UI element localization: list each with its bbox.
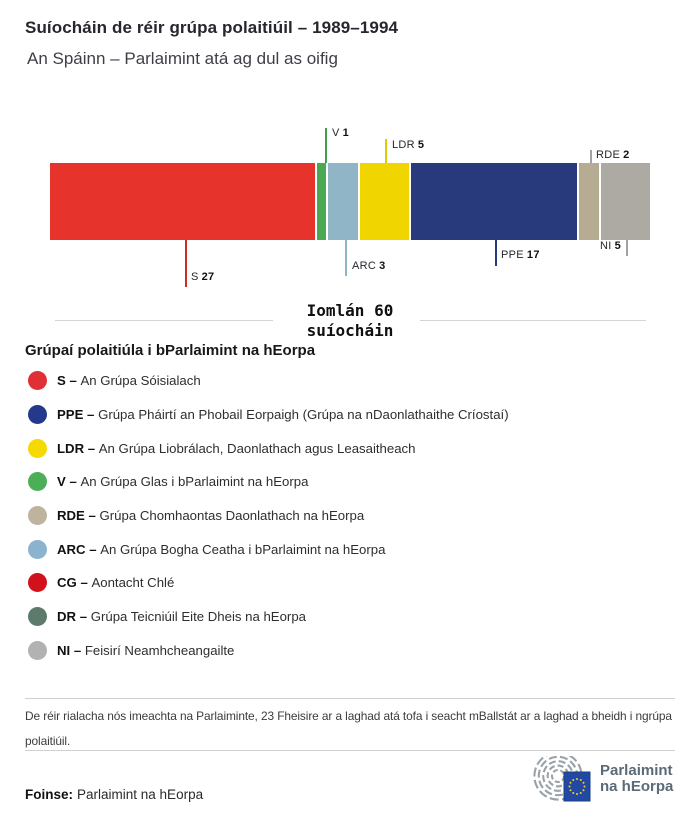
- legend-heading: Grúpaí polaitiúla i bParlaimint na hEorpa: [25, 342, 316, 359]
- legend-color-dot: [28, 371, 47, 390]
- legend-item-label: LDR – An Grúpa Liobrálach, Daonlathach agus Leasaitheach: [57, 440, 416, 456]
- legend-item-label: ARC – An Grúpa Bogha Ceatha i bParlaimint na hEorpa: [57, 541, 386, 557]
- legend-color-dot: [28, 573, 47, 592]
- legend-color-dot: [28, 472, 47, 491]
- legend-item-arc: [28, 532, 678, 566]
- footnote-text: De réir rialacha nós imeachta na Parlaiminte, 23 Fheisire ar a laghad atá tofa i seacht mBallstát ar a laghad a bheidh i ngrúpa polaitiúil.: [25, 709, 672, 748]
- callout-label-ppe: PPE 17: [501, 249, 540, 261]
- legend-item-v: [28, 465, 678, 499]
- legend-item-label: PPE – Grúpa Pháirtí an Phobail Eorpaigh (Grúpa na nDaonlathaithe Críostaí): [57, 407, 509, 423]
- legend-item-ppe: [28, 398, 678, 432]
- callout-label-rde: RDE 2: [596, 149, 630, 161]
- source-label: Foinse:: [25, 787, 74, 802]
- legend-item-dr: [28, 600, 678, 634]
- legend-item-label: V – An Grúpa Glas i bParlaimint na hEorpa: [57, 474, 309, 490]
- total-divider-left: [55, 320, 273, 321]
- legend-item-rde: [28, 499, 678, 533]
- european-parliament-logo: [528, 756, 680, 808]
- logo-text: [600, 763, 673, 795]
- callout-line-v: [325, 128, 327, 163]
- callout-label-s: S 27: [191, 271, 215, 283]
- callout-label-arc: ARC 3: [352, 260, 386, 272]
- callout-label-v: V 1: [332, 127, 350, 139]
- legend-color-dot: [28, 405, 47, 424]
- bar-segment-ni: [601, 163, 650, 240]
- legend-color-dot: [28, 439, 47, 458]
- callout-label-ni: NI 5: [599, 240, 621, 252]
- total-line2: suíocháin: [306, 321, 394, 340]
- legend-list: [28, 364, 678, 667]
- logo-text-line1: Parlaimint: [600, 762, 673, 779]
- page-subtitle: An Spáinn – Parlaimint atá ag dul as oifig: [27, 49, 338, 68]
- callout-line-ldr: [385, 139, 387, 163]
- legend-color-dot: [28, 607, 47, 626]
- legend-color-dot: [28, 641, 47, 660]
- legend-item-label: RDE – Grúpa Chomhaontas Daonlathach na hEorpa: [57, 508, 365, 524]
- page-title: Suíocháin de réir grúpa polaitiúil – 1989–1994: [25, 18, 399, 37]
- bar-segment-ppe: [411, 163, 578, 240]
- footnote-divider-bottom: [25, 750, 675, 751]
- bar-segment-arc: [328, 163, 357, 240]
- legend-item-label: NI – Feisirí Neamhcheangailte: [57, 642, 235, 658]
- legend-item-s: [28, 364, 678, 398]
- legend-item-ni: [28, 634, 678, 668]
- total-line1: Iomlán 60: [306, 301, 394, 320]
- callout-label-ldr: LDR 5: [392, 139, 425, 151]
- footnote-divider-top: [25, 698, 675, 699]
- total-seats-label: [280, 301, 420, 341]
- legend-item-cg: [28, 566, 678, 600]
- bar-segment-ldr: [360, 163, 409, 240]
- callout-line-ni: [626, 240, 628, 256]
- callout-line-rde: [590, 150, 592, 163]
- callout-line-arc: [345, 240, 347, 276]
- callout-line-s: [185, 240, 187, 287]
- legend-item-label: DR – Grúpa Teicniúil Eite Dheis na hEorpa: [57, 609, 306, 625]
- source-text: Parlaimint na hEorpa: [77, 787, 204, 802]
- legend-color-dot: [28, 540, 47, 559]
- total-divider-right: [420, 320, 646, 321]
- bar-segment-s: [50, 163, 315, 240]
- bar-segment-v: [317, 163, 327, 240]
- legend-item-label: CG – Aontacht Chlé: [57, 575, 175, 591]
- callout-line-ppe: [495, 240, 497, 266]
- logo-text-line2: na hEorpa: [600, 778, 674, 795]
- eu-flag-icon: [564, 772, 590, 801]
- legend-item-ldr: [28, 431, 678, 465]
- legend-item-label: S – An Grúpa Sóisialach: [57, 373, 201, 389]
- seat-distribution-bar: [50, 163, 650, 240]
- legend-color-dot: [28, 506, 47, 525]
- hemicycle-icon: [528, 756, 594, 806]
- source-line: [25, 787, 203, 802]
- bar-segment-rde: [579, 163, 599, 240]
